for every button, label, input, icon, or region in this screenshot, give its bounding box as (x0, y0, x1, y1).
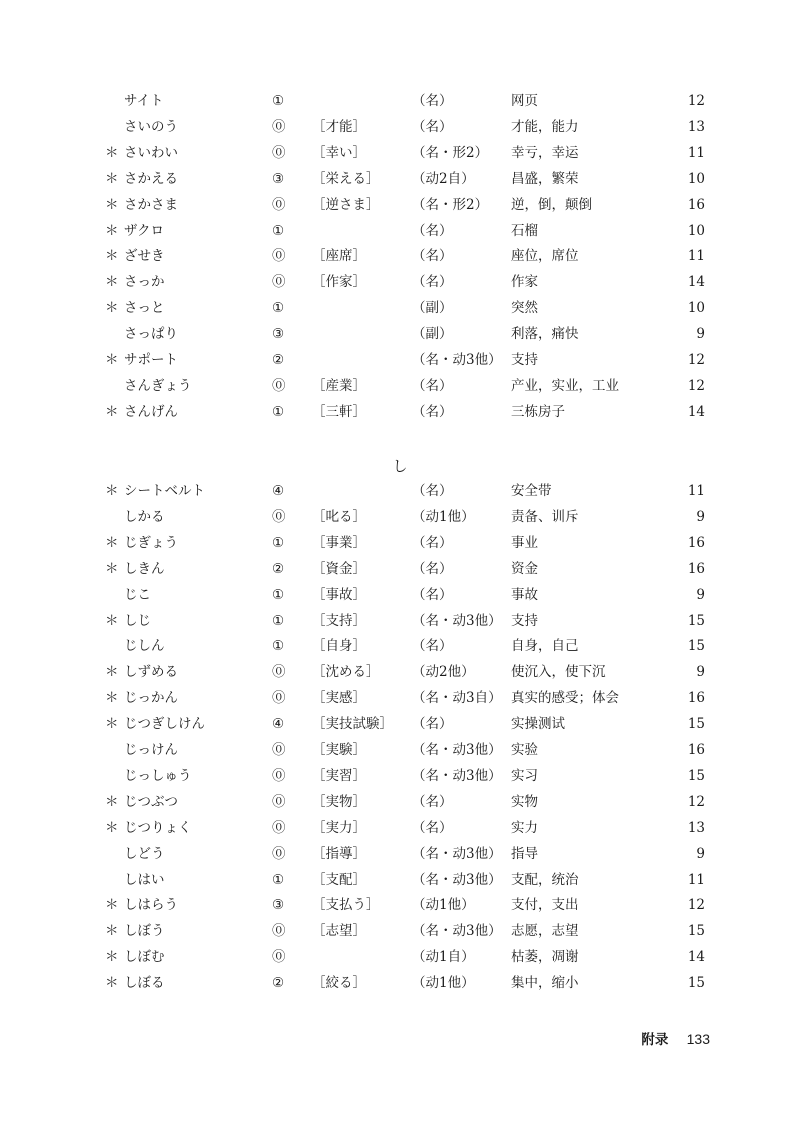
entry-meaning: 支付，支出 (511, 897, 579, 914)
entry-meaning: 幸亏，幸运 (511, 144, 579, 161)
entry-kanji: ［志望］ (312, 923, 366, 940)
review-marker: ＊ (105, 196, 119, 213)
entry-meaning: 昌盛，繁荣 (511, 170, 579, 187)
entry-meaning: 责备、训斥 (511, 508, 579, 525)
vocab-entry (0, 815, 800, 841)
review-marker: ＊ (105, 664, 119, 681)
accent-mark: ⓪ (272, 118, 286, 135)
vocab-entry (0, 737, 800, 763)
entry-kanji: ［実験］ (312, 742, 366, 758)
entry-kanji: ［自身］ (312, 638, 366, 655)
entry-word: じつぶつ (124, 793, 178, 810)
vocab-entry (0, 582, 800, 608)
entry-word: さっぱり (124, 326, 178, 343)
part-of-speech: （名） (412, 716, 453, 733)
part-of-speech: （名・形2） (412, 196, 489, 213)
entry-word: しきん (124, 560, 165, 577)
lesson-number: 9 (696, 326, 705, 343)
lesson-number: 11 (687, 144, 705, 161)
entry-meaning: 志愿，志望 (511, 923, 579, 940)
vocab-entry (0, 841, 800, 867)
entry-word: しぼる (124, 975, 165, 992)
entry-kanji: ［絞る］ (312, 975, 366, 992)
entry-meaning: 资金 (511, 560, 538, 577)
entry-kanji: ［三軒］ (312, 403, 366, 420)
lesson-number: 13 (687, 118, 705, 135)
part-of-speech: （副） (412, 300, 453, 317)
vocab-entry (0, 243, 800, 269)
accent-mark: ① (272, 534, 285, 551)
review-marker: ＊ (105, 170, 119, 187)
vocab-entry (0, 633, 800, 659)
part-of-speech: （名・动3他） (412, 923, 502, 940)
part-of-speech: （名・动3他） (412, 352, 502, 368)
lesson-number: 12 (687, 897, 705, 914)
accent-mark: ② (272, 975, 285, 992)
lesson-number: 16 (687, 196, 705, 213)
review-marker: ＊ (105, 690, 119, 707)
part-of-speech: （动1他） (412, 897, 475, 914)
section-heading-shi: し (392, 457, 408, 475)
accent-mark: ④ (272, 483, 285, 499)
vocab-entry (0, 140, 800, 166)
accent-mark: ③ (272, 897, 285, 914)
part-of-speech: （名） (412, 222, 453, 239)
vocab-entry (0, 892, 800, 918)
lesson-number: 9 (696, 664, 705, 681)
vocab-entry (0, 478, 800, 504)
entry-word: シートベルト (124, 483, 205, 499)
entry-kanji: ［事故］ (312, 586, 366, 603)
entry-word: じっしゅう (124, 767, 192, 784)
accent-mark: ④ (272, 716, 285, 733)
entry-word: しじ (124, 612, 151, 629)
entry-kanji: ［叱る］ (312, 508, 366, 525)
page-number: 133 (686, 1031, 710, 1047)
part-of-speech: （名） (412, 403, 453, 420)
accent-mark: ⓪ (272, 664, 286, 681)
part-of-speech: （名・动3他） (412, 767, 502, 784)
part-of-speech: （名） (412, 819, 453, 836)
entry-word: サポート (124, 352, 178, 368)
entry-meaning: 事故 (511, 586, 538, 603)
accent-mark: ⓪ (272, 949, 286, 966)
entry-word: しはい (124, 871, 165, 888)
entry-kanji: ［実習］ (312, 767, 366, 784)
lesson-number: 12 (687, 793, 705, 810)
accent-mark: ⓪ (272, 923, 286, 940)
review-marker: ＊ (105, 949, 119, 966)
lesson-number: 15 (687, 638, 705, 655)
review-marker: ＊ (105, 403, 119, 420)
entry-word: さんげん (124, 403, 178, 420)
vocab-entry (0, 192, 800, 218)
entry-word: じっけん (124, 742, 178, 758)
vocab-entry (0, 556, 800, 582)
entry-kanji: ［支配］ (312, 871, 366, 888)
lesson-number: 10 (687, 300, 705, 317)
accent-mark: ⓪ (272, 793, 286, 810)
entry-word: じこ (124, 586, 151, 603)
accent-mark: ② (272, 560, 285, 577)
part-of-speech: （名・动3自） (412, 690, 502, 707)
vocab-entry (0, 918, 800, 944)
part-of-speech: （名） (412, 586, 453, 603)
vocab-entry (0, 218, 800, 244)
entry-kanji: ［産業］ (312, 377, 366, 394)
entry-meaning: 支持 (511, 352, 538, 368)
entry-meaning: 产业，实业，工业 (511, 377, 619, 394)
entry-meaning: 事业 (511, 534, 538, 551)
entry-meaning: 才能，能力 (511, 118, 579, 135)
review-marker: ＊ (105, 923, 119, 940)
accent-mark: ⓪ (272, 742, 286, 758)
entry-meaning: 支配，统治 (511, 871, 579, 888)
vocab-entry (0, 608, 800, 634)
review-marker: ＊ (105, 819, 119, 836)
entry-word: さいわい (124, 144, 178, 161)
accent-mark: ⓪ (272, 196, 286, 213)
accent-mark: ⓪ (272, 248, 286, 265)
review-marker: ＊ (105, 560, 119, 577)
part-of-speech: （名・动3他） (412, 612, 502, 629)
entry-word: じつりょく (124, 819, 192, 836)
entry-meaning: 实验 (511, 742, 538, 758)
lesson-number: 9 (696, 508, 705, 525)
entry-meaning: 枯萎，凋谢 (511, 949, 579, 966)
entry-meaning: 实力 (511, 819, 538, 836)
entry-kanji: ［支払う］ (312, 897, 380, 914)
page-footer (641, 1028, 710, 1048)
entry-word: じしん (124, 638, 165, 655)
lesson-number: 15 (687, 716, 705, 733)
lesson-number: 14 (687, 403, 705, 420)
entry-word: さっと (124, 300, 165, 317)
entry-word: じっかん (124, 690, 178, 707)
entry-meaning: 自身，自己 (511, 638, 579, 655)
accent-mark: ② (272, 352, 285, 368)
accent-mark: ⓪ (272, 690, 286, 707)
entry-word: さいのう (124, 118, 178, 135)
entry-word: しぼむ (124, 949, 165, 966)
accent-mark: ① (272, 403, 285, 420)
entry-kanji: ［実物］ (312, 793, 366, 810)
accent-mark: ⓪ (272, 845, 286, 862)
accent-mark: ① (272, 586, 285, 603)
review-marker: ＊ (105, 612, 119, 629)
entry-meaning: 实操测试 (511, 716, 565, 733)
entry-kanji: ［事業］ (312, 534, 366, 551)
entry-kanji: ［幸い］ (312, 144, 366, 161)
lesson-number: 12 (687, 93, 705, 109)
entry-meaning: 集中，缩小 (511, 975, 579, 992)
accent-mark: ⓪ (272, 274, 286, 291)
entry-kanji: ［実技試験］ (312, 716, 393, 733)
entry-meaning: 使沉入，使下沉 (511, 664, 606, 681)
lesson-number: 16 (687, 690, 705, 707)
vocab-entry (0, 530, 800, 556)
entry-kanji: ［座席］ (312, 248, 366, 265)
lesson-number: 11 (687, 871, 705, 888)
part-of-speech: （名） (412, 534, 453, 551)
entry-word: じつぎしけん (124, 716, 205, 733)
entry-word: ざせき (124, 248, 165, 265)
entry-word: ザクロ (124, 222, 164, 239)
vocab-entry (0, 166, 800, 192)
part-of-speech: （名・动3他） (412, 871, 502, 888)
lesson-number: 10 (687, 222, 705, 239)
lesson-number: 15 (687, 923, 705, 940)
entry-kanji: ［実力］ (312, 819, 366, 836)
entry-word: さっか (124, 274, 165, 291)
review-marker: ＊ (105, 144, 119, 161)
part-of-speech: （动1他） (412, 508, 475, 525)
lesson-number: 11 (687, 248, 705, 265)
entry-meaning: 支持 (511, 612, 538, 629)
vocab-entry (0, 114, 800, 140)
review-marker: ＊ (105, 300, 119, 317)
part-of-speech: （名） (412, 248, 453, 265)
lesson-number: 16 (687, 742, 705, 758)
part-of-speech: （动2自） (412, 170, 475, 187)
footer-label: 附录 (641, 1032, 669, 1048)
accent-mark: ① (272, 300, 285, 317)
entry-meaning: 实习 (511, 767, 538, 784)
entry-word: しはらう (124, 897, 178, 914)
entry-meaning: 逆，倒，颠倒 (511, 196, 592, 213)
entry-meaning: 突然 (511, 300, 538, 317)
part-of-speech: （名） (412, 638, 453, 655)
vocab-entry (0, 944, 800, 970)
entry-kanji: ［作家］ (312, 274, 366, 291)
review-marker: ＊ (105, 793, 119, 810)
lesson-number: 9 (696, 586, 705, 603)
entry-meaning: 网页 (511, 93, 538, 109)
entry-kanji: ［資金］ (312, 560, 366, 577)
part-of-speech: （名） (412, 93, 453, 109)
accent-mark: ⓪ (272, 377, 286, 394)
lesson-number: 16 (687, 534, 705, 551)
part-of-speech: （名） (412, 118, 453, 135)
entry-word: しどう (124, 845, 165, 862)
entry-meaning: 实物 (511, 793, 538, 810)
review-marker: ＊ (105, 248, 119, 265)
part-of-speech: （副） (412, 326, 453, 343)
vocab-entry (0, 373, 800, 399)
accent-mark: ① (272, 871, 285, 888)
entry-meaning: 安全带 (511, 483, 552, 499)
part-of-speech: （名） (412, 483, 453, 499)
vocab-entry (0, 321, 800, 347)
review-marker: ＊ (105, 534, 119, 551)
vocab-entry (0, 763, 800, 789)
part-of-speech: （动2他） (412, 664, 475, 681)
entry-kanji: ［沈める］ (312, 664, 380, 681)
vocab-entry (0, 711, 800, 737)
entry-meaning: 真实的感受；体会 (511, 690, 619, 707)
entry-word: サイト (124, 93, 164, 109)
entry-meaning: 座位，席位 (511, 248, 579, 265)
lesson-number: 12 (687, 377, 705, 394)
vocab-entry (0, 659, 800, 685)
vocab-entry (0, 347, 800, 373)
entry-word: じぎょう (124, 534, 178, 551)
entry-kanji: ［逆さま］ (312, 196, 380, 213)
entry-kanji: ［実感］ (312, 690, 366, 707)
part-of-speech: （名） (412, 274, 453, 291)
accent-mark: ③ (272, 326, 285, 343)
lesson-number: 9 (696, 845, 705, 862)
entry-kanji: ［才能］ (312, 118, 366, 135)
accent-mark: ① (272, 612, 285, 629)
review-marker: ＊ (105, 716, 119, 733)
entry-meaning: 利落，痛快 (511, 326, 579, 343)
accent-mark: ⓪ (272, 767, 286, 784)
entry-word: しぼう (124, 923, 165, 940)
vocab-entry (0, 970, 800, 996)
entry-kanji: ［支持］ (312, 612, 366, 629)
lesson-number: 10 (687, 170, 705, 187)
vocab-entry (0, 269, 800, 295)
entry-word: さかえる (124, 170, 178, 187)
entry-word: さんぎょう (124, 377, 192, 394)
lesson-number: 13 (687, 819, 705, 836)
part-of-speech: （动1他） (412, 975, 475, 992)
lesson-number: 14 (687, 274, 705, 291)
entry-kanji: ［栄える］ (312, 170, 380, 187)
accent-mark: ⓪ (272, 144, 286, 161)
entry-word: さかさま (124, 196, 178, 213)
lesson-number: 12 (687, 352, 705, 368)
entry-kanji: ［指導］ (312, 845, 366, 862)
lesson-number: 15 (687, 612, 705, 629)
vocab-entry (0, 685, 800, 711)
review-marker: ＊ (105, 975, 119, 992)
part-of-speech: （名） (412, 793, 453, 810)
lesson-number: 14 (687, 949, 705, 966)
review-marker: ＊ (105, 222, 119, 239)
entry-meaning: 指导 (511, 845, 538, 862)
vocab-entry (0, 295, 800, 321)
accent-mark: ⓪ (272, 819, 286, 836)
lesson-number: 15 (687, 767, 705, 784)
review-marker: ＊ (105, 483, 119, 499)
vocab-entry (0, 789, 800, 815)
accent-mark: ⓪ (272, 508, 286, 525)
lesson-number: 11 (687, 483, 705, 499)
part-of-speech: （动1自） (412, 949, 475, 966)
accent-mark: ③ (272, 170, 285, 187)
part-of-speech: （名） (412, 377, 453, 394)
part-of-speech: （名・动3他） (412, 742, 502, 758)
entry-word: しずめる (124, 664, 178, 681)
vocab-entry (0, 399, 800, 425)
vocab-entry (0, 88, 800, 114)
review-marker: ＊ (105, 352, 119, 368)
lesson-number: 16 (687, 560, 705, 577)
vocab-entry (0, 504, 800, 530)
accent-mark: ① (272, 638, 285, 655)
entry-meaning: 三栋房子 (511, 403, 565, 420)
part-of-speech: （名） (412, 560, 453, 577)
lesson-number: 15 (687, 975, 705, 992)
review-marker: ＊ (105, 274, 119, 291)
part-of-speech: （名・形2） (412, 144, 489, 161)
vocab-entry (0, 867, 800, 893)
accent-mark: ① (272, 93, 285, 109)
accent-mark: ① (272, 222, 285, 239)
entry-word: しかる (124, 508, 165, 525)
review-marker: ＊ (105, 897, 119, 914)
entry-meaning: 石榴 (511, 222, 538, 239)
entry-meaning: 作家 (511, 274, 538, 291)
part-of-speech: （名・动3他） (412, 845, 502, 862)
